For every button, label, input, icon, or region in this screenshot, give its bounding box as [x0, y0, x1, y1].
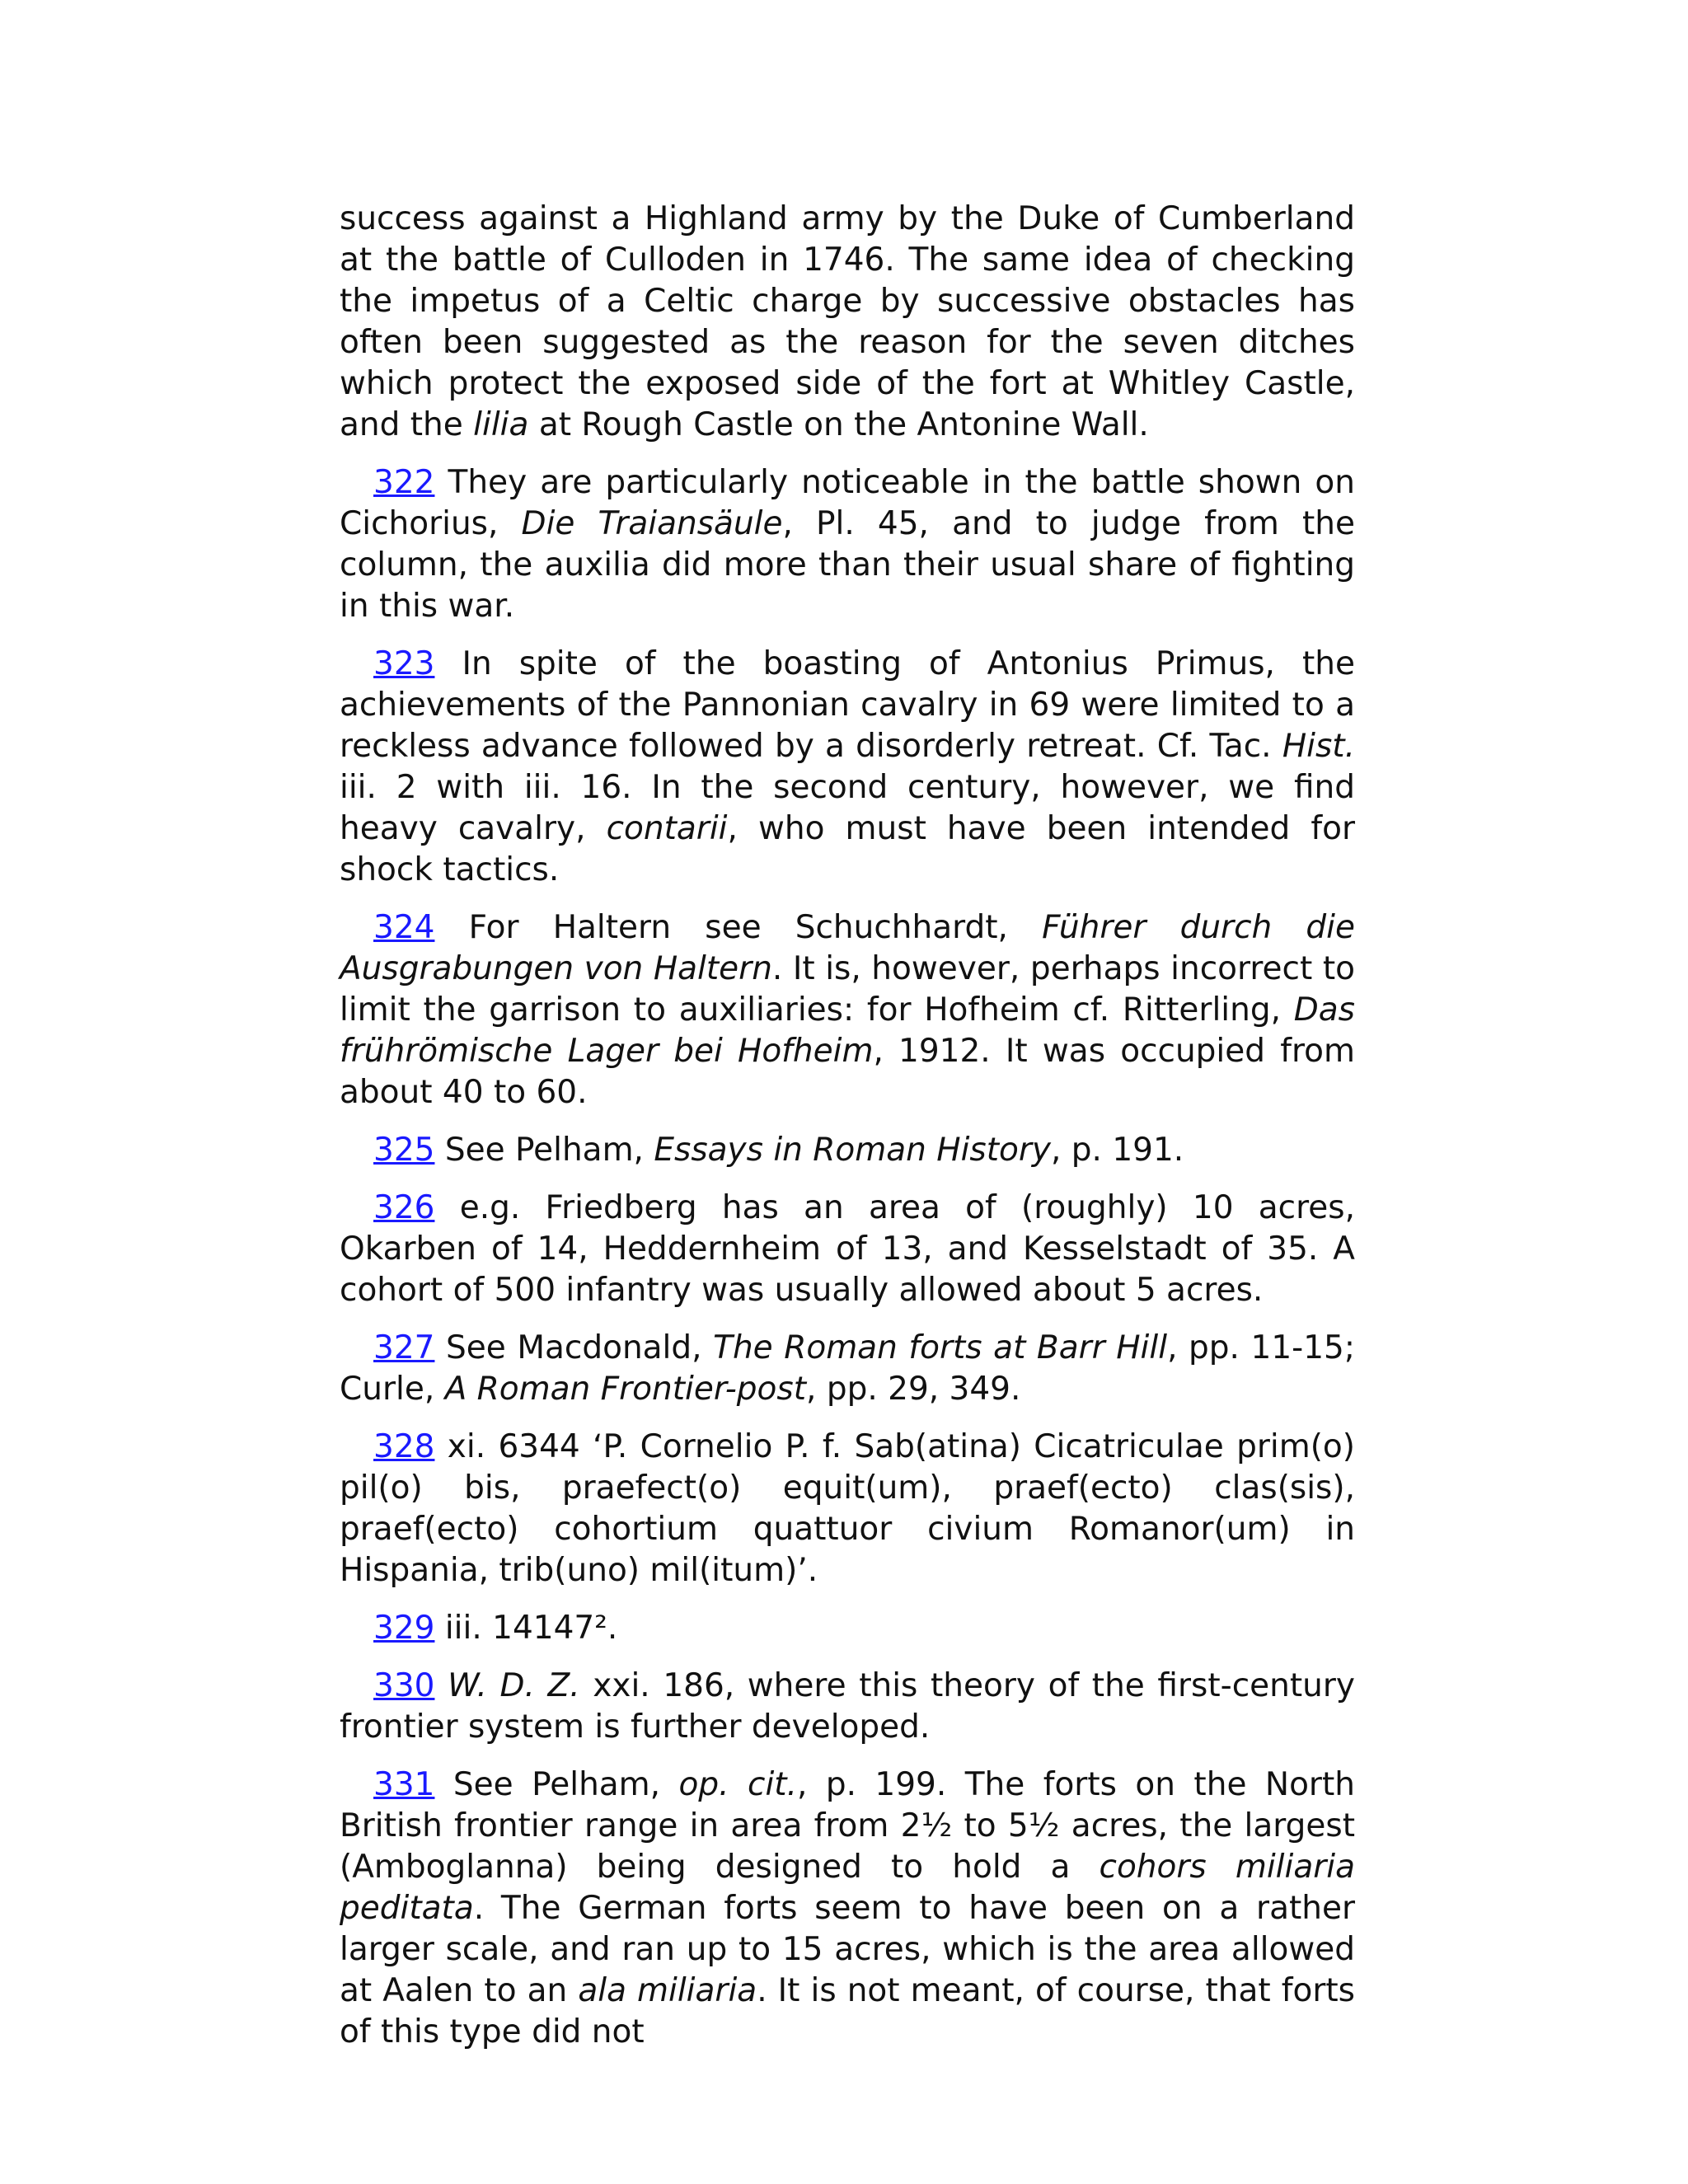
footnote-text: [434, 1667, 448, 1704]
footnote-330: [340, 1666, 1355, 1748]
footnote-text: success against a Highland army by the Duke of Cumberland at the battle of Culloden in 1746. The same idea of checking the impetus of a Celtic charge by successive obstacles has often been suggested as the reason for the seven ditches which protect the exposed side of the fort at Whitley Castle, and the: [340, 200, 1355, 443]
footnote-325: [340, 1130, 1355, 1171]
footnote-text: See Pelham,: [434, 1132, 654, 1169]
footnote-text: iii. 14147².: [434, 1610, 618, 1647]
italic-citation: contarii: [606, 810, 728, 847]
footnotes-page: [340, 199, 1355, 2069]
footnote-text: , p. 191.: [1051, 1132, 1184, 1169]
footnote-323: [340, 644, 1355, 891]
italic-citation: W. D. Z.: [448, 1667, 580, 1704]
italic-citation: Hist.: [1282, 728, 1355, 765]
footnote-link-327[interactable]: 327: [373, 1329, 435, 1366]
footnote-link-324[interactable]: 324: [373, 909, 435, 946]
footnote-text: . It is not meant, of course, that forts of this type did not: [340, 1972, 1355, 2050]
italic-citation: The Roman forts at Barr Hill: [713, 1329, 1168, 1366]
footnote-324: [340, 907, 1355, 1113]
italic-citation: Führer durch die Ausgrabungen von Haltern: [340, 909, 1355, 987]
footnote-text: See Macdonald,: [434, 1329, 714, 1366]
italic-citation: Die Traiansäule: [521, 505, 783, 542]
footnote-text: For Haltern see Schuchhardt,: [434, 909, 1043, 946]
footnote-link-330[interactable]: 330: [373, 1667, 435, 1704]
italic-citation: op. cit.: [678, 1766, 797, 1803]
italic-citation: Essays in Roman History: [654, 1132, 1051, 1169]
footnote-link-322[interactable]: 322: [373, 464, 435, 501]
footnote-text: , 1912. It was occupied from about 40 to 60.: [340, 1033, 1355, 1111]
footnote-link-325[interactable]: 325: [373, 1132, 435, 1169]
footnote-link-323[interactable]: 323: [373, 645, 435, 682]
footnote-327: [340, 1328, 1355, 1410]
footnote-text: iii. 2 with iii. 16. In the second century, however, we find heavy cavalry,: [340, 769, 1355, 847]
footnote-text: See Pelham,: [434, 1766, 679, 1803]
italic-citation: A Roman Frontier-post: [444, 1371, 807, 1408]
footnote-text: e.g. Friedberg has an area of (roughly) 10 acres, Okarben of 14, Heddernheim of 13, and Kesselstadt of 35. A cohort of 500 infantry was usually allowed about 5 acres.: [340, 1189, 1355, 1309]
footnote-328: [340, 1427, 1355, 1591]
footnote-text: at Rough Castle on the Antonine Wall.: [528, 406, 1149, 443]
footnote-text: , p. 199. The forts on the North British frontier range in area from 2½ to 5½ acres, the largest (Amboglanna) being designed to hold a: [340, 1766, 1355, 1886]
footnote-text: In spite of the boasting of Antonius Primus, the achievements of the Pannonian cavalry in 69 were limited to a reckless advance followed by a disorderly retreat. Cf. Tac.: [340, 645, 1355, 765]
footnote-text: , pp. 11-15; Curle,: [340, 1329, 1355, 1408]
footnote-link-328[interactable]: 328: [373, 1428, 435, 1465]
footnote-link-331[interactable]: 331: [373, 1766, 435, 1803]
italic-citation: ala miliaria: [578, 1972, 757, 2009]
footnote-link-329[interactable]: 329: [373, 1610, 435, 1647]
italic-citation: cohors miliaria peditata: [340, 1849, 1355, 1927]
footnote-322: [340, 462, 1355, 627]
footnote-text: . It is, however, perhaps incorrect to limit the garrison to auxiliaries: for Hofheim cf. Ritterling,: [340, 950, 1355, 1029]
footnote-link-326[interactable]: 326: [373, 1189, 435, 1226]
italic-citation: Das frührömische Lager bei Hofheim: [340, 991, 1355, 1070]
footnote-text: xxi. 186, where this theory of the first-century frontier system is further developed.: [340, 1667, 1355, 1746]
footnote-329: [340, 1608, 1355, 1649]
footnote-text: . The German forts seem to have been on a rather larger scale, and ran up to 15 acres, which is the area allowed at Aalen to an: [340, 1890, 1355, 2009]
footnote-text: xi. 6344 ‘P. Cornelio P. f. Sab(atina) Cicatriculae prim(o) pil(o) bis, praefect(o) equit(um), praef(ecto) clas(sis), praef(ecto) cohortium quattuor civium Romanor(um) in Hispania, trib(uno) mil(itum)’.: [340, 1428, 1355, 1589]
italic-citation: lilia: [473, 406, 529, 443]
footnote-text: , who must have been intended for shock tactics.: [340, 810, 1355, 888]
footnote-text: , Pl. 45, and to judge from the column, the auxilia did more than their usual share of fighting in this war.: [340, 505, 1356, 625]
continued-footnote-text: [340, 199, 1355, 446]
footnote-326: [340, 1188, 1355, 1311]
footnote-text: They are particularly noticeable in the battle shown on Cichorius,: [340, 464, 1355, 542]
footnote-text: , pp. 29, 349.: [806, 1371, 1021, 1408]
footnote-331: [340, 1765, 1355, 2053]
